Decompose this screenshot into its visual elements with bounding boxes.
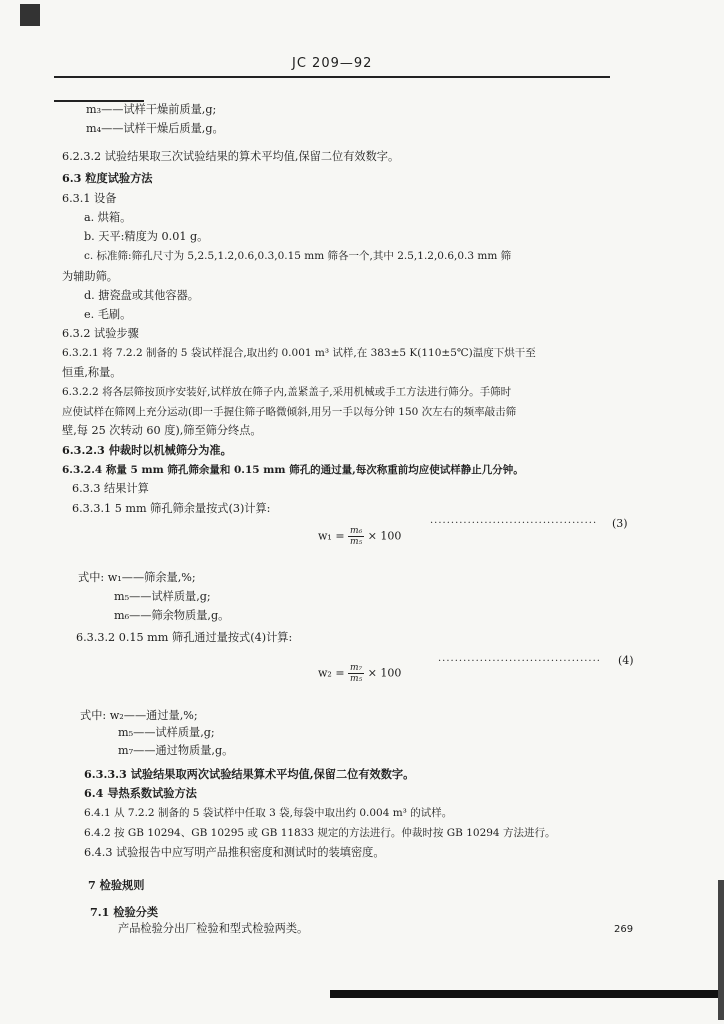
formula-3-numerator: m₆ xyxy=(350,526,363,536)
clause-6-3-2-4: 6.3.2.4 称量 5 mm 筛孔筛余量和 0.15 mm 筛孔的通过量,每次称重前均应使试样静止几分钟。 xyxy=(62,464,524,476)
formula-4-numerator: m₇ xyxy=(350,663,363,673)
clause-6-2-3-2: 6.2.3.2 试验结果取三次试验结果的算术平均值,保留二位有效数字。 xyxy=(62,150,400,163)
list-item-c-cont: 为辅助筛。 xyxy=(62,270,118,283)
variable-definition: m₆——筛余物质量,g。 xyxy=(114,609,230,622)
list-item-e: e. 毛刷。 xyxy=(84,308,132,321)
formula-3-lhs: w₁ = xyxy=(318,529,345,543)
list-item-d: d. 搪瓷盘或其他容器。 xyxy=(84,289,199,302)
clause-6-3-3-2: 6.3.3.2 0.15 mm 筛孔通过量按式(4)计算: xyxy=(76,631,293,644)
section-heading-7: 7 检验规则 xyxy=(88,878,145,892)
formula-4-number: (4) xyxy=(618,654,634,667)
clause-7-1-text: 产品检验分出厂检验和型式检验两类。 xyxy=(118,922,309,935)
clause-6-3-2-1-cont: 恒重,称量。 xyxy=(62,366,122,379)
text-line: m₄——试样干燥后质量,g。 xyxy=(86,122,224,135)
clause-6-3-2-3: 6.3.2.3 仲裁时以机械筛分为准。 xyxy=(62,443,232,457)
formula-4-leader: ······································· xyxy=(438,656,601,667)
clause-6-3-2-2-cont: 应使试样在筛网上充分运动(即一手握住筛子略微倾斜,用另一手以每分钟 150 次左右的频率敲击筛 xyxy=(62,406,517,418)
formula-3 xyxy=(318,526,401,547)
clause-6-3-2-2-end: 壁,每 25 次转动 60 度),筛至筛分终点。 xyxy=(62,424,262,437)
section-heading-6-4: 6.4 导热系数试验方法 xyxy=(84,786,197,800)
where-clause: 式中: w₁——筛余量,%; xyxy=(78,571,196,584)
formula-3-rhs: × 100 xyxy=(367,529,402,543)
text-line: m₃——试样干燥前质量,g; xyxy=(86,103,217,116)
where-clause: 式中: w₂——通过量,%; xyxy=(80,709,198,722)
clause-6-4-3: 6.4.3 试验报告中应写明产品推积密度和测试时的装填密度。 xyxy=(84,846,385,859)
formula-3-number: (3) xyxy=(612,517,628,530)
list-item-a: a. 烘箱。 xyxy=(84,211,132,224)
variable-definition: m₅——试样质量,g; xyxy=(118,726,215,739)
clause-6-3-1: 6.3.1 设备 xyxy=(62,192,117,205)
section-heading-7-1: 7.1 检验分类 xyxy=(90,905,159,919)
clause-6-4-2: 6.4.2 按 GB 10294、GB 10295 或 GB 11833 规定的方法进行。仲裁时按 GB 10294 方法进行。 xyxy=(84,827,556,839)
list-item-b: b. 天平:精度为 0.01 g。 xyxy=(84,230,209,243)
clause-6-3-3: 6.3.3 结果计算 xyxy=(72,482,149,495)
formula-3-denominator: m₅ xyxy=(350,537,363,547)
formula-3-fraction xyxy=(348,526,364,547)
header-rule-left xyxy=(54,100,144,102)
clause-6-3-3-1: 6.3.3.1 5 mm 筛孔筛余量按式(3)计算: xyxy=(72,502,271,515)
scan-right-edge xyxy=(718,880,724,1020)
formula-4 xyxy=(318,663,401,684)
formula-4-fraction xyxy=(348,663,364,684)
header-rule xyxy=(54,76,610,78)
formula-4-lhs: w₂ = xyxy=(318,666,345,680)
clause-6-3-2-2: 6.3.2.2 将各层筛按顶序安装好,试样放在筛子内,盖紧盖子,采用机械或手工方法进行筛分。手筛时 xyxy=(62,386,512,398)
variable-definition: m₇——通过物质量,g。 xyxy=(118,744,234,757)
formula-3-leader: ········································ xyxy=(430,518,598,529)
document-code-header: JC 209—92 xyxy=(292,56,373,71)
list-item-c: c. 标准筛:筛孔尺寸为 5,2.5,1.2,0.6,0.3,0.15 mm 筛各一个,其中 2.5,1.2,0.6,0.3 mm 筛 xyxy=(84,250,512,262)
scan-corner-mark xyxy=(20,4,40,26)
clause-6-3-2: 6.3.2 试验步骤 xyxy=(62,327,139,340)
clause-6-3-3-3: 6.3.3.3 试验结果取两次试验结果算术平均值,保留二位有效数字。 xyxy=(84,767,415,781)
variable-definition: m₅——试样质量,g; xyxy=(114,590,211,603)
scan-bottom-bar xyxy=(330,990,724,998)
section-heading-6-3: 6.3 粒度试验方法 xyxy=(62,171,153,185)
clause-6-4-1: 6.4.1 从 7.2.2 制备的 5 袋试样中任取 3 袋,每袋中取出约 0.004 m³ 的试样。 xyxy=(84,807,453,819)
formula-4-denominator: m₅ xyxy=(350,674,363,684)
clause-6-3-2-1: 6.3.2.1 将 7.2.2 制备的 5 袋试样混合,取出约 0.001 m³ 试样,在 383±5 K(110±5℃)温度下烘干至 xyxy=(62,347,536,359)
formula-4-rhs: × 100 xyxy=(367,666,402,680)
page-number: 269 xyxy=(614,924,634,935)
